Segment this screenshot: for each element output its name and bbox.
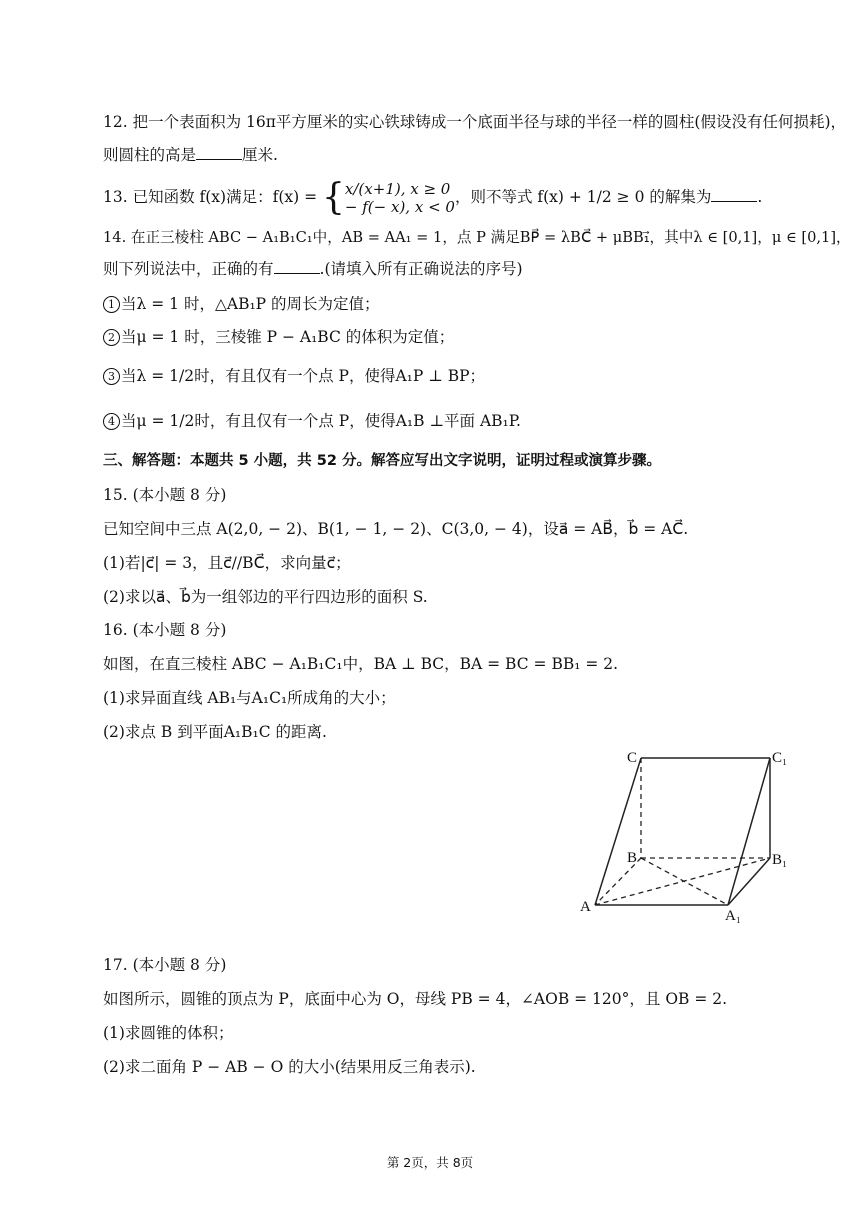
q12-line2-suffix: 厘米. xyxy=(242,146,278,164)
option-text: 当μ = 1/2时，有且仅有一个点 P，使得A₁B ⊥平面 AB₁P. xyxy=(121,412,521,430)
q15-part1: (1)若|c⃗| = 3，且c⃗//BC⃗，求向量c⃗； xyxy=(103,554,351,572)
q14-line2-suffix: .(请填入所有正确说法的序号) xyxy=(319,260,523,278)
q14-line1: 14. 在正三棱柱 ABC − A₁B₁C₁中，AB = AA₁ = 1，点 P 满足BP⃗ = λBC⃗ + μBB₁⃗，其中λ ∈ [0,1]，μ ∈ [0,1]， xyxy=(103,229,851,246)
q17-part2: (2)求二面角 P − AB − O 的大小(结果用反三角表示). xyxy=(103,1058,476,1076)
q14-option-3 xyxy=(103,366,485,386)
q15-stem: 已知空间中三点 A(2,0, − 2)、B(1, − 1, − 2)、C(3,0, − 4)，设a⃗ = AB⃗，b⃗ = AC⃗. xyxy=(103,520,689,538)
q14-line2 xyxy=(103,259,523,279)
option-text: 当λ = 1/2时，有且仅有一个点 P，使得A₁P ⊥ BP； xyxy=(121,367,486,385)
left-brace: { xyxy=(322,177,345,218)
q17-title: 17. (本小题 8 分) xyxy=(103,956,227,974)
q13-suffix: . xyxy=(757,188,763,206)
section-heading: 三、解答题：本题共 5 小题，共 52 分。解答应写出文字说明，证明过程或演算步骤。 xyxy=(103,453,661,469)
q16-part2: (2)求点 B 到平面A₁B₁C 的距离. xyxy=(103,723,327,741)
label-A: A xyxy=(580,899,591,915)
option-text: 当λ = 1 时，△AB₁P 的周长为定值； xyxy=(121,295,380,313)
edge-C1A1 xyxy=(728,758,770,905)
option-mark-3: 3 xyxy=(103,368,120,385)
q12-line2-prefix: 则圆柱的高是 xyxy=(103,146,197,164)
page-footer: 第 2页，共 8页 xyxy=(386,1155,474,1170)
q13-case1: x/(x+1), x ≥ 0 xyxy=(344,180,451,198)
answer-blank xyxy=(196,145,242,160)
q13-prefix: 13. 已知函数 f(x)满足：f(x) = xyxy=(103,188,318,206)
q12-line2 xyxy=(103,145,278,165)
label-C1: C₁ xyxy=(772,750,788,766)
edge-AB1-hidden xyxy=(595,858,770,905)
q14-option-1 xyxy=(103,294,380,314)
q14-option-4 xyxy=(103,411,521,431)
q16-part1: (1)求异面直线 AB₁与A₁C₁所成角的大小； xyxy=(103,689,396,707)
q14-line2-prefix: 则下列说法中，正确的有 xyxy=(103,260,274,278)
option-mark-1: 1 xyxy=(103,296,120,313)
option-mark-2: 2 xyxy=(103,329,120,346)
label-B: B xyxy=(627,850,638,866)
q16-title: 16. (本小题 8 分) xyxy=(103,621,227,639)
answer-blank xyxy=(711,187,757,202)
option-text: 当μ = 1 时，三棱锥 P − A₁BC 的体积为定值； xyxy=(121,328,455,346)
label-B1: B₁ xyxy=(772,852,788,868)
option-mark-4: 4 xyxy=(103,413,120,430)
label-C: C xyxy=(627,750,638,766)
q13-case2: − f(− x), x < 0 xyxy=(344,198,455,216)
q16-stem: 如图，在直三棱柱 ABC − A₁B₁C₁中，BA ⊥ BC，BA = BC = BB₁ = 2. xyxy=(103,655,619,673)
q14-option-2 xyxy=(103,327,454,347)
prism-figure xyxy=(575,745,795,925)
q13-mid: ，则不等式 f(x) + 1/2 ≥ 0 的解集为 xyxy=(454,188,712,206)
answer-blank xyxy=(274,259,320,274)
q15-part2: (2)求以a⃗、b⃗为一组邻边的平行四边形的面积 S. xyxy=(103,588,428,606)
q12-line1: 12. 把一个表面积为 16π平方厘米的实心铁球铸成一个底面半径与球的半径一样的圆柱(假设没有任何损耗)， xyxy=(103,113,847,131)
label-A1: A₁ xyxy=(725,908,742,924)
piecewise-cases xyxy=(345,180,455,216)
q17-part1: (1)求圆锥的体积； xyxy=(103,1024,234,1042)
q13-line xyxy=(103,177,763,218)
q15-title: 15. (本小题 8 分) xyxy=(103,486,227,504)
q17-stem: 如图所示，圆锥的顶点为 P，底面中心为 O，母线 PB = 4，∠AOB = 120°，且 OB = 2. xyxy=(103,990,728,1008)
edge-CA xyxy=(595,758,641,905)
